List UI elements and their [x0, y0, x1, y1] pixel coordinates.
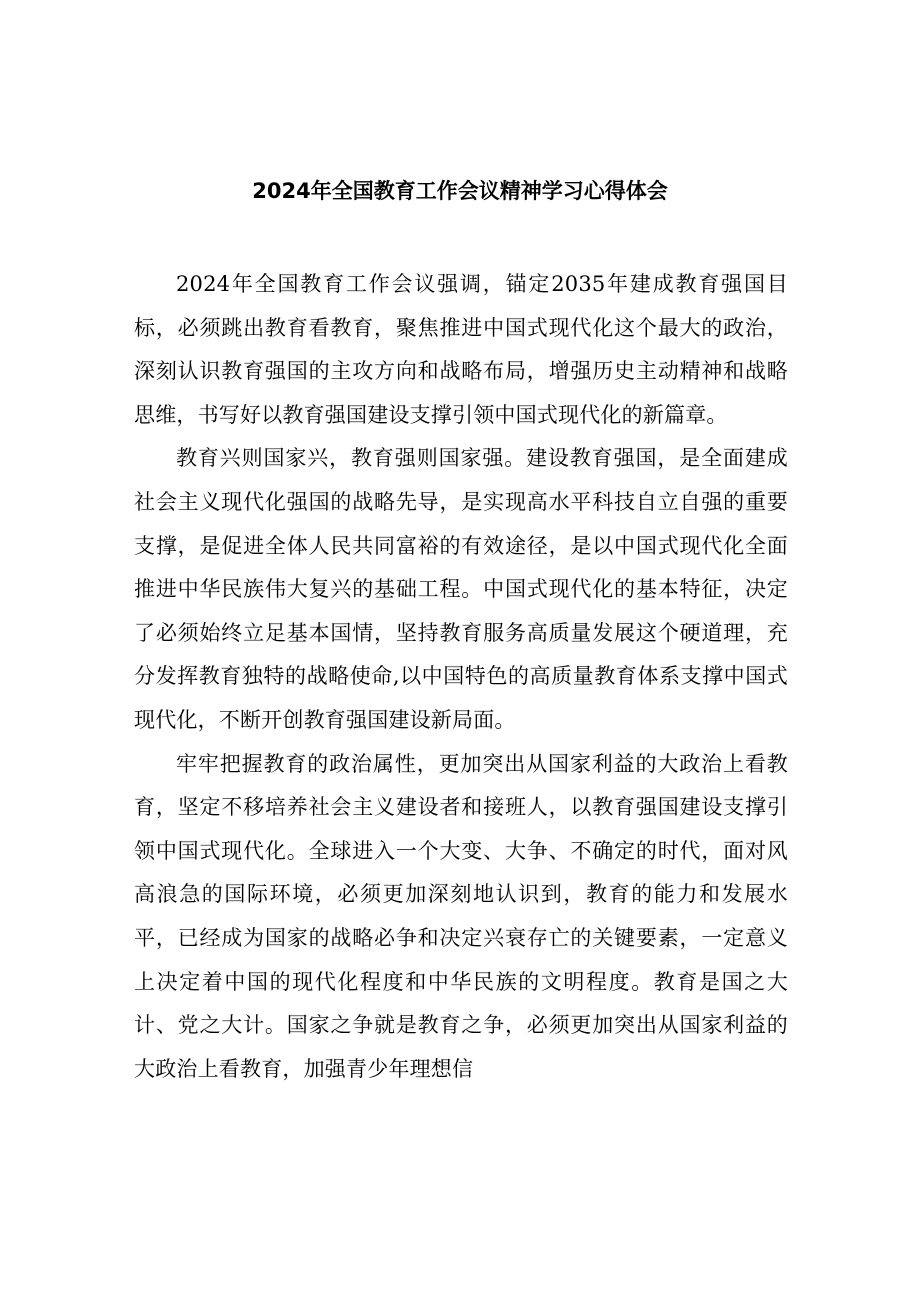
- document-body: [134, 263, 788, 1091]
- paragraph-3: 牢牢把握教育的政治属性，更加突出从国家利益的大政治上看教育，坚定不移培养社会主义建设者和接班人，以教育强国建设支撑引领中国式现代化。全球进入一个大变、大争、不确定的时代，面对风高浪急的国际环境，必须更加深刻地认识到，教育的能力和发展水平，已经成为国家的战略必争和决定兴衰存亡的关键要素，一定意义上决定着中国的现代化程度和中华民族的文明程度。教育是国之大计、党之大计。国家之争就是教育之争，必须更加突出从国家利益的大政治上看教育，加强青少年理想信: [134, 751, 788, 1081]
- document-title: 2024年全国教育工作会议精神学习心得体会: [252, 179, 668, 203]
- paragraph-2: 教育兴则国家兴，教育强则国家强。建设教育强国，是全面建成社会主义现代化强国的战略先导，是实现高水平科技自立自强的重要支撑，是促进全体人民共同富裕的有效途径，是以中国式现代化全面推进中华民族伟大复兴的基础工程。中国式现代化的基本特征，决定了必须始终立足基本国情，坚持教育服务高质量发展这个硬道理，充分发挥教育独特的战略使命,以中国特色的高质量教育体系支撑中国式现代化，不断开创教育强国建设新局面。: [134, 446, 788, 732]
- paragraph-1: 2024年全国教育工作会议强调，锚定2035年建成教育强国目标，必须跳出教育看教育，聚焦推进中国式现代化这个最大的政治，深刻认识教育强国的主攻方向和战略布局，增强历史主动精神和战略思维，书写好以教育强国建设支撑引领中国式现代化的新篇章。: [134, 272, 788, 427]
